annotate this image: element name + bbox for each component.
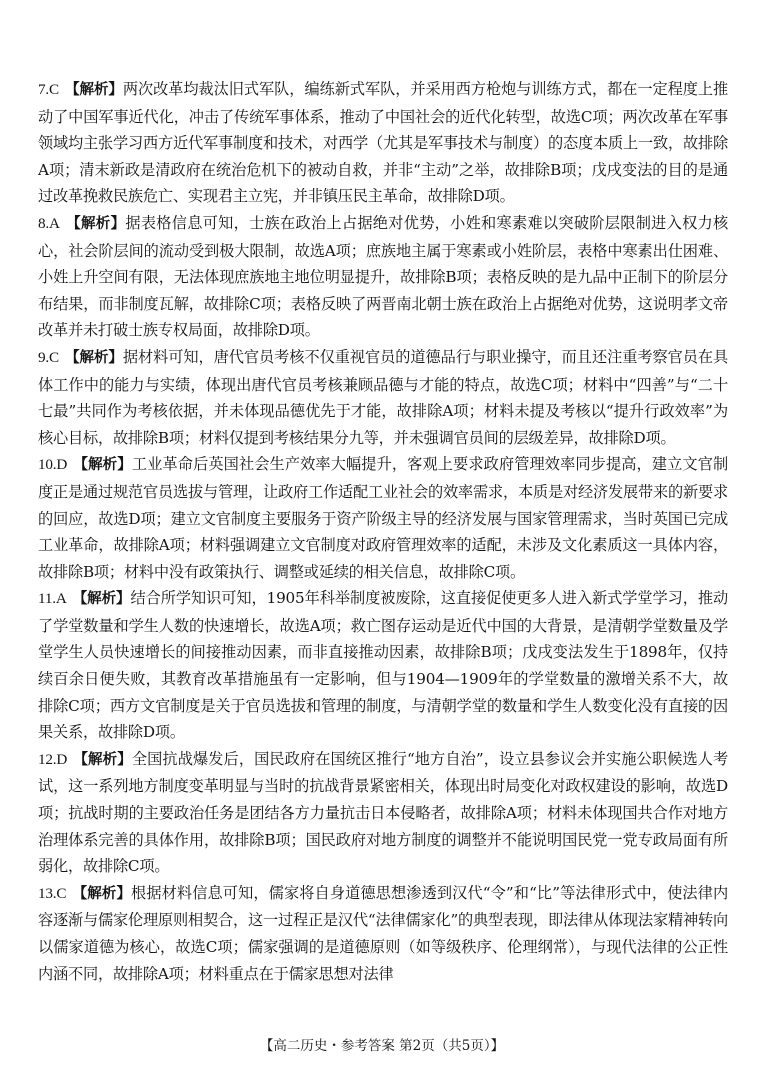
item-answer: A [49, 214, 60, 232]
item-number: 12. [38, 750, 57, 768]
item-answer: C [56, 884, 67, 902]
item-answer: D [56, 456, 68, 474]
answer-list [38, 76, 728, 987]
analysis-tag: 【解析】 [64, 82, 123, 98]
analysis-text: 两次改革均裁汰旧式军队，编练新式军队，并采用西方枪炮与训练方式，都在一定程度上推动了中国军事近代化，冲击了传统军事体系，推动了中国社会的近代化转型，故选C项；两次改革在军事领域均主张学习西方近代军事制度和技术，对西学（尤其是军事技术与制度）的态度本质上一致，故排除A项；清末新政是清政府在统治危机下的被动自救，并非“主动”之举，故排除B项；戊戌变法的目的是通过改革挽救民族危亡、实现君主立宪，并非镇压民主革命，故排除D项。 [38, 80, 728, 206]
item-answer: A [55, 590, 67, 608]
analysis-tag: 【解析】 [73, 751, 132, 768]
item-answer: D [56, 750, 68, 768]
answer-item-7 [38, 76, 728, 210]
analysis-text: 据表格信息可知，士族在政治上占据绝对优势，小姓和寒素难以突破阶层限制进入权力核心，社会阶层间的流动受到极大限制，故选A项；庶族地主属于寒素或小姓阶层，表格中寒素出仕困难、小姓上升空间有限，无法体现庶族地主地位明显提升，故排除B项；表格反映的是九品中正制下的阶层分布结果，而非制度瓦解，故排除C项；表格反映了两晋南北朝士族在政治上占据绝对优势，这说明孝文帝改革并未打破士族专权局面，故排除D项。 [38, 213, 729, 340]
answer-item-10 [38, 451, 728, 585]
answer-item-9 [38, 344, 728, 451]
item-number: 10. [38, 456, 57, 474]
item-number: 8. [38, 214, 49, 232]
analysis-tag: 【解析】 [72, 591, 131, 608]
answer-item-13 [38, 880, 728, 987]
analysis-text: 据材料可知，唐代官员考核不仅重视官员的道德品行与职业操守，而且还注重考察官员在具体工作中的能力与实绩，体现出唐代官员考核兼顾品德与才能的特点，故选C项；材料中“四善”与“二十七最”共同作为考核依据，并未体现品德优先于才能，故排除A项；材料未提及考核以“提升行政效率”为核心目标，故排除B项；材料仅提到考核结果分九等，并未强调官员间的层级差异，故排除D项。 [38, 347, 728, 447]
answer-item-12 [38, 746, 728, 880]
answer-item-11 [38, 585, 728, 746]
answer-item-8 [38, 210, 728, 344]
item-number: 9. [38, 348, 49, 366]
item-number: 13. [38, 884, 57, 902]
item-number: 11. [38, 590, 56, 608]
analysis-tag: 【解析】 [64, 349, 123, 366]
item-number: 7. [38, 81, 49, 98]
analysis-text: 全国抗战爆发后，国民政府在国统区推行“地方自治”，设立县参议会并实施公职候选人考试，这一系列地方制度变革明显与当时的抗战背景紧密相关，体现出时局变化对政权建设的影响，故选D项；抗战时期的主要政治任务是团结各方力量抗击日本侵略者，故排除A项；材料未体现国共合作对地方治理体系完善的具体作用，故排除B项；国民政府对地方制度的调整并不能说明国民党一党专政局面有所弱化，故排除C项。 [38, 749, 729, 876]
analysis-tag: 【解析】 [65, 215, 126, 232]
item-answer: C [49, 348, 59, 366]
analysis-text: 结合所学知识可知，1905年科举制度被废除，这直接促使更多人进入新式学堂学习，推动了学堂数量和学生人数的快速增长，故选A项；救亡图存运动是近代中国的大背景，是清朝学堂数量及学堂学生人员快速增长的间接推动因素，而非直接推动因素，故排除B项；戊戌变法发生于1898年，仅持续百余日便失败，其教育改革措施虽有一定影响，但与1904—1909年的学堂数量的激增关系不大，故排除C项；西方文官制度是关于官员选拔和管理的制度，与清朝学堂的数量和学生人数变化没有直接的因果关系，故排除D项。 [38, 589, 728, 742]
analysis-text: 工业革命后英国社会生产效率大幅提升，客观上要求政府管理效率同步提高，建立文官制度正是通过规范官员选拔与管理，让政府工作适配工业社会的效率需求，本质是对经济发展带来的新要求的回应，故选D项；建立文官制度主要服务于资产阶级主导的经济发展与国家管理需求，当时英国已完成工业革命，故排除A项；材料强调建立文官制度对政府管理效率的适配，未涉及文化素质这一具体内容，故排除B项；材料中没有政策执行、调整或延续的相关信息，故排除C项。 [38, 455, 729, 581]
page-footer: 【高二历史・参考答案 第2页（共5页）】 [259, 1038, 505, 1054]
analysis-tag: 【解析】 [72, 885, 132, 902]
item-answer: C [49, 81, 59, 98]
analysis-text: 根据材料信息可知，儒家将自身道德思想渗透到汉代“令”和“比”等法律形式中，使法律内容逐渐与儒家伦理原则相契合，这一过程正是汉代“法律儒家化”的典型表现，即法律从体现法家精神转向以儒家道德为核心，故选C项；儒家强调的是道德原则（如等级秩序、伦理纲常），与现代法律的公正性内涵不同，故排除A项；材料重点在于儒家思想对法律 [38, 883, 728, 983]
analysis-tag: 【解析】 [73, 457, 132, 474]
